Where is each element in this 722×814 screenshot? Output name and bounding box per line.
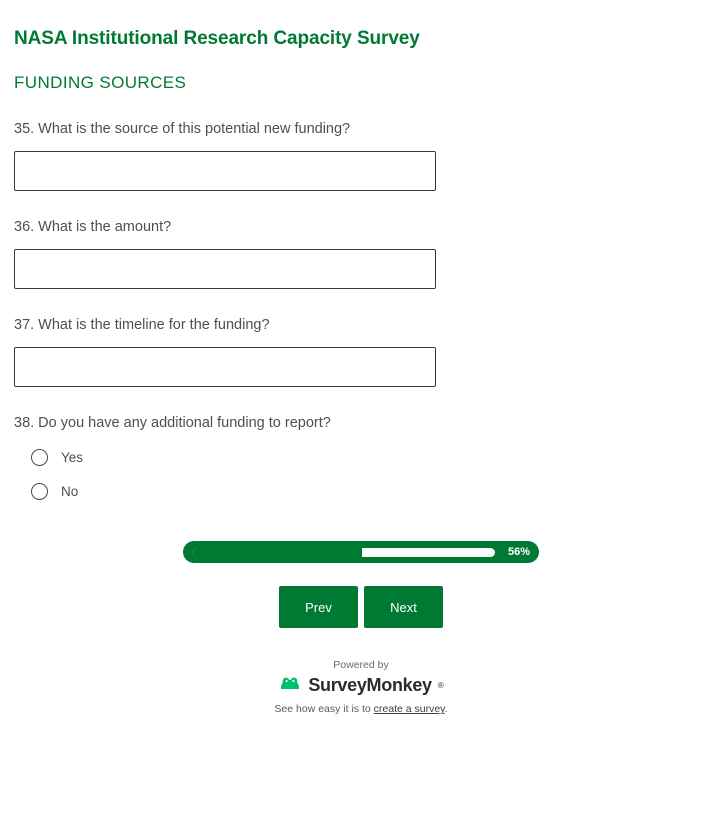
question-35-input[interactable] xyxy=(14,151,436,191)
prev-button[interactable]: Prev xyxy=(279,586,358,628)
radio-icon[interactable] xyxy=(31,449,48,466)
page-title: NASA Institutional Research Capacity Survey xyxy=(14,28,420,49)
footer-note-prefix: See how easy it is to xyxy=(274,703,374,716)
question-38 xyxy=(14,387,708,501)
question-36 xyxy=(14,191,708,289)
surveymonkey-logo-icon xyxy=(278,674,302,697)
progress-fill xyxy=(192,548,362,557)
brand-name: SurveyMonkey xyxy=(308,675,432,696)
question-37-label: 37. What is the timeline for the funding? xyxy=(14,316,270,333)
footer xyxy=(14,659,708,715)
question-35 xyxy=(14,93,708,191)
footer-note xyxy=(14,703,708,715)
radio-option-yes[interactable] xyxy=(14,432,708,466)
question-37 xyxy=(14,289,708,387)
footer-note-suffix: . xyxy=(444,703,448,716)
radio-option-yes-label: Yes xyxy=(61,450,84,466)
question-35-label: 35. What is the source of this potential new funding? xyxy=(14,121,351,137)
question-38-label: 38. Do you have any additional funding to report? xyxy=(14,414,331,431)
radio-icon[interactable] xyxy=(31,483,48,500)
next-button[interactable]: Next xyxy=(364,586,443,628)
navigation-buttons xyxy=(14,586,708,628)
brand-trademark: ® xyxy=(437,681,444,691)
progress-bar xyxy=(14,541,708,563)
section-heading: FUNDING SOURCES xyxy=(14,73,187,92)
question-37-input[interactable] xyxy=(14,347,436,387)
progress-percent-label: 56% xyxy=(507,546,530,559)
radio-option-no[interactable] xyxy=(14,466,708,500)
question-38-options xyxy=(14,432,708,500)
radio-option-no-label: No xyxy=(61,484,79,500)
progress-outer xyxy=(183,541,539,563)
brand-row xyxy=(14,674,708,697)
question-36-label: 36. What is the amount? xyxy=(14,218,172,235)
progress-track xyxy=(192,548,495,557)
powered-by-label: Powered by xyxy=(333,659,389,672)
question-36-input[interactable] xyxy=(14,249,436,289)
create-survey-link[interactable]: create a survey xyxy=(373,703,445,716)
